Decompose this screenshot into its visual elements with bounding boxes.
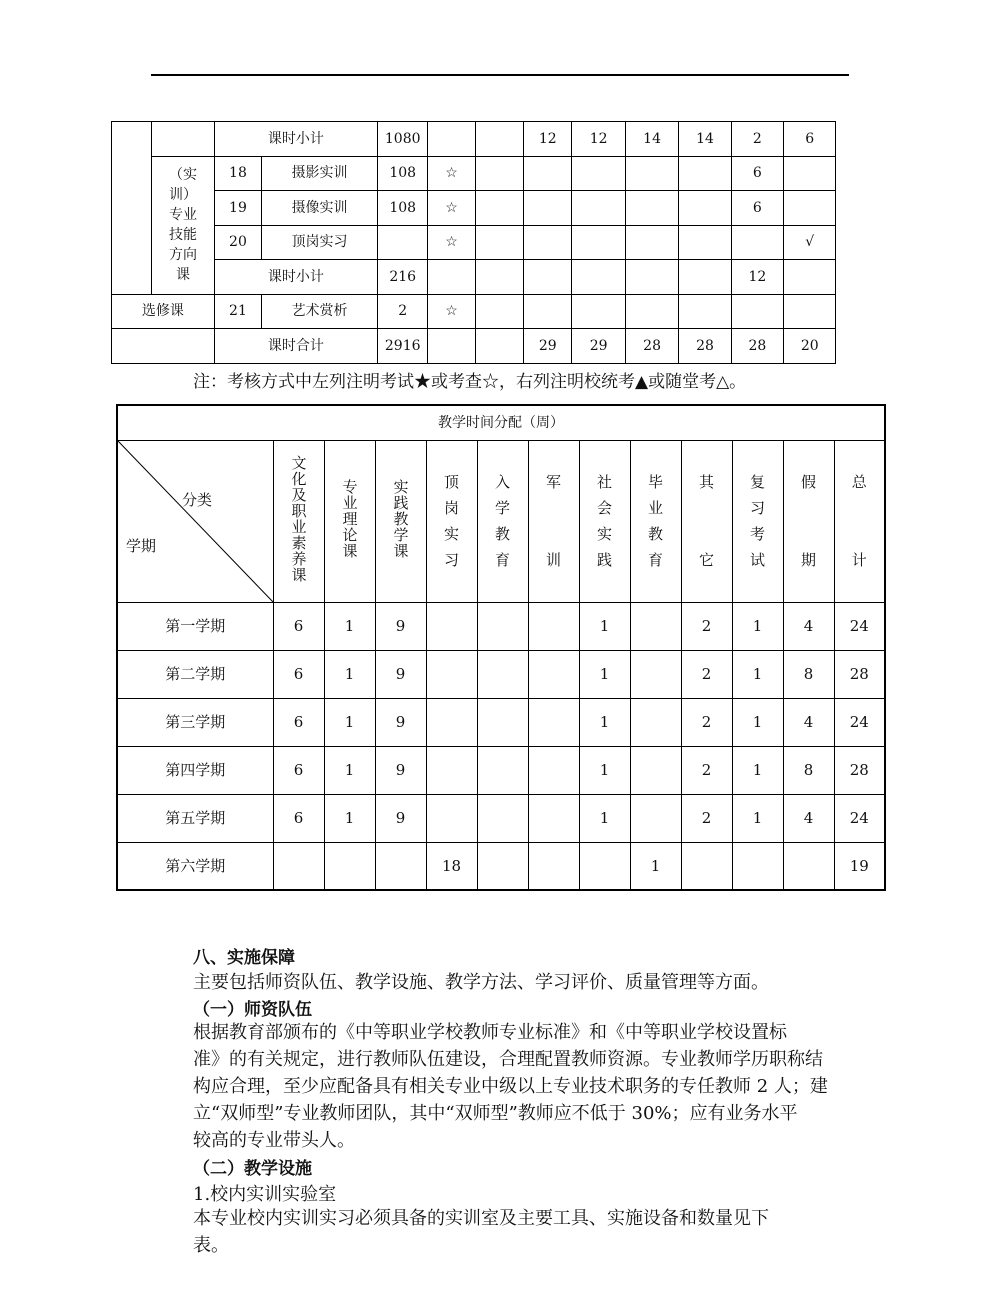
table-row xyxy=(112,260,889,295)
table-cell: 1 xyxy=(579,698,630,746)
term-label: 第一学期 xyxy=(117,602,273,650)
header-char: 训 xyxy=(545,551,561,569)
term-hours xyxy=(475,294,523,329)
term-hours xyxy=(475,260,523,295)
diag-term-label: 学期 xyxy=(126,536,157,555)
column-header-label xyxy=(682,469,732,573)
course-number: 21 xyxy=(214,294,261,329)
assessment-mark xyxy=(428,260,475,295)
term-hours xyxy=(625,225,678,260)
subsection-title-facilities: （二）教学设施 xyxy=(193,1159,312,1179)
course-number: 19 xyxy=(214,191,261,226)
term-hours: 6 xyxy=(731,156,783,191)
paragraph-line: 本专业校内实训实习必须具备的实训室及主要工具、实施设备和数量见下 xyxy=(193,1208,769,1229)
header-char: 实 xyxy=(443,525,459,543)
diagonal-header-cell xyxy=(117,440,273,602)
header-char: 习 xyxy=(443,551,459,569)
term-hours xyxy=(572,225,625,260)
table-cell xyxy=(426,794,477,842)
table-cell: 1 xyxy=(579,746,630,794)
inner-group-cell xyxy=(152,122,214,157)
term-hours xyxy=(625,191,678,226)
term-hours: 6 xyxy=(731,191,783,226)
header-char: 习 xyxy=(749,499,765,517)
term-hours xyxy=(524,260,572,295)
table-cell xyxy=(426,698,477,746)
column-header xyxy=(324,440,375,602)
group-cell: 选修课 xyxy=(112,294,215,329)
term-hours xyxy=(679,225,731,260)
paragraph-line: 较高的专业带头人。 xyxy=(193,1130,355,1151)
column-header xyxy=(834,440,885,602)
column-header-label xyxy=(784,469,834,573)
term-hours xyxy=(572,260,625,295)
term-hours xyxy=(625,260,678,295)
term-hours: 14 xyxy=(679,122,731,157)
term-label: 第四学期 xyxy=(117,746,273,794)
term-hours: 12 xyxy=(524,122,572,157)
column-header-label: 实践教学课 xyxy=(391,478,410,559)
course-hours-table xyxy=(111,121,889,364)
header-char: 毕 xyxy=(647,473,663,491)
table-cell: 2 xyxy=(681,698,732,746)
column-header-label xyxy=(631,469,681,573)
table-row xyxy=(112,122,889,157)
table-cell: 28 xyxy=(834,746,885,794)
group-label-part: 专业 xyxy=(169,207,198,223)
table-cell: 6 xyxy=(273,746,324,794)
term-hours xyxy=(731,225,783,260)
table-cell: 9 xyxy=(375,698,426,746)
table-row xyxy=(117,698,885,746)
diag-category-label: 分类 xyxy=(182,490,213,509)
table-row xyxy=(112,294,889,329)
table-cell: 24 xyxy=(834,602,885,650)
paragraph-line: 构应合理，至少应配备具有相关专业中级以上专业技术职务的专任教师 2 人；建 xyxy=(193,1076,828,1097)
group-label-part: （实 xyxy=(169,167,198,183)
table-cell xyxy=(426,650,477,698)
teaching-time-table xyxy=(116,404,886,891)
header-char: 社 xyxy=(596,473,612,491)
header-char: 育 xyxy=(494,551,510,569)
term-label: 第六学期 xyxy=(117,842,273,890)
table-cell xyxy=(426,602,477,650)
assessment-note: 注：考核方式中左列注明考试★或考查☆，右列注明校统考▲或随堂考△。 xyxy=(193,372,747,392)
table-cell: 8 xyxy=(783,650,834,698)
column-header-label xyxy=(478,469,528,573)
table-cell xyxy=(630,698,681,746)
column-header xyxy=(375,440,426,602)
term-hours xyxy=(475,122,523,157)
course-number: 20 xyxy=(214,225,261,260)
table-cell xyxy=(477,650,528,698)
header-char: 军 xyxy=(545,473,561,491)
term-hours: √ xyxy=(784,225,836,260)
term-hours xyxy=(572,156,625,191)
assessment-mark: ☆ xyxy=(428,191,475,226)
table-row xyxy=(117,794,885,842)
header-char: 践 xyxy=(596,551,612,569)
header-char: 教 xyxy=(494,525,510,543)
assessment-mark xyxy=(428,329,475,364)
term-hours xyxy=(572,191,625,226)
term-label: 第三学期 xyxy=(117,698,273,746)
table-cell: 6 xyxy=(273,794,324,842)
group-cell-vertical xyxy=(152,156,214,294)
subtotal-label: 课时小计 xyxy=(214,122,377,157)
header-char: 考 xyxy=(749,525,765,543)
header-char: 实 xyxy=(596,525,612,543)
term-hours: 6 xyxy=(784,122,836,157)
column-header xyxy=(273,440,324,602)
table-caption: 教学时间分配（周） xyxy=(117,405,885,440)
term-hours xyxy=(784,191,836,226)
table-cell: 1 xyxy=(732,602,783,650)
term-hours xyxy=(784,294,836,329)
header-char: 假 xyxy=(800,473,816,491)
header-char: 育 xyxy=(647,551,663,569)
term-hours xyxy=(679,260,731,295)
table-row xyxy=(117,602,885,650)
header-char: 顶 xyxy=(443,473,459,491)
header-char: 总 xyxy=(851,473,867,491)
table-cell xyxy=(477,698,528,746)
table-cell xyxy=(477,602,528,650)
term-hours: 20 xyxy=(784,329,836,364)
table-cell: 18 xyxy=(426,842,477,890)
group-label-part: 技能 xyxy=(169,227,198,243)
term-hours: 2 xyxy=(731,122,783,157)
lab-item-title: 1.校内实训实验室 xyxy=(193,1184,337,1205)
table-cell: 2 xyxy=(681,650,732,698)
table-cell xyxy=(324,842,375,890)
table-cell: 2 xyxy=(681,602,732,650)
table-cell: 24 xyxy=(834,698,885,746)
table-cell: 4 xyxy=(783,794,834,842)
term-hours: 28 xyxy=(731,329,783,364)
term-hours xyxy=(524,191,572,226)
column-header-label: 文化及职业素养课 xyxy=(289,454,308,583)
term-hours xyxy=(475,191,523,226)
term-hours xyxy=(475,156,523,191)
subtotal-label: 课时小计 xyxy=(214,260,377,295)
table-row xyxy=(112,225,889,260)
header-char: 复 xyxy=(749,473,765,491)
table-cell: 1 xyxy=(732,794,783,842)
table-cell xyxy=(630,650,681,698)
column-header xyxy=(783,440,834,602)
course-hours: 108 xyxy=(378,156,428,191)
term-hours xyxy=(679,156,731,191)
course-hours: 108 xyxy=(378,191,428,226)
table-cell: 9 xyxy=(375,650,426,698)
table-cell: 8 xyxy=(783,746,834,794)
group-cell xyxy=(112,329,215,364)
term-hours: 12 xyxy=(572,122,625,157)
paragraph-line: 准》的有关规定，进行教师队伍建设，合理配置教师资源。专业教师学历职称结 xyxy=(193,1049,823,1070)
course-name: 顶岗实习 xyxy=(262,225,378,260)
table-cell: 1 xyxy=(324,602,375,650)
course-hours: 1080 xyxy=(378,122,428,157)
column-header xyxy=(426,440,477,602)
course-hours: 216 xyxy=(378,260,428,295)
table-cell: 1 xyxy=(579,794,630,842)
column-header xyxy=(528,440,579,602)
term-hours xyxy=(475,225,523,260)
table-cell: 28 xyxy=(834,650,885,698)
table-cell xyxy=(273,842,324,890)
term-hours xyxy=(524,156,572,191)
header-char: 会 xyxy=(596,499,612,517)
header-char: 计 xyxy=(851,551,867,569)
course-name: 艺术赏析 xyxy=(262,294,378,329)
subtotal-label: 课时合计 xyxy=(214,329,377,364)
column-header xyxy=(477,440,528,602)
table-cell xyxy=(681,842,732,890)
term-hours: 14 xyxy=(625,122,678,157)
table-cell: 9 xyxy=(375,602,426,650)
table-row xyxy=(117,842,885,890)
term-label: 第二学期 xyxy=(117,650,273,698)
term-hours: 29 xyxy=(524,329,572,364)
term-hours xyxy=(524,294,572,329)
table-cell: 4 xyxy=(783,698,834,746)
table-cell xyxy=(528,842,579,890)
table-cell: 6 xyxy=(273,698,324,746)
column-header xyxy=(681,440,732,602)
table-cell: 1 xyxy=(324,650,375,698)
paragraph-line: 根据教育部颁布的《中等职业学校教师专业标准》和《中等职业学校设置标 xyxy=(193,1022,787,1043)
table-cell: 9 xyxy=(375,794,426,842)
diagonal-line xyxy=(118,441,274,603)
faculty-paragraph xyxy=(193,1019,853,1154)
course-hours: 2916 xyxy=(378,329,428,364)
group-label-part: 课 xyxy=(176,267,191,283)
table-cell xyxy=(579,842,630,890)
lab-paragraph xyxy=(193,1205,853,1259)
paragraph-line: 立“双师型”专业教师团队，其中“双师型”教师应不低于 30%；应有业务水平 xyxy=(193,1103,798,1124)
assessment-mark: ☆ xyxy=(428,294,475,329)
header-char: 学 xyxy=(494,499,510,517)
table-cell: 2 xyxy=(681,794,732,842)
term-hours xyxy=(625,156,678,191)
header-char: 试 xyxy=(749,551,765,569)
header-rule xyxy=(151,74,849,76)
header-char: 期 xyxy=(800,551,816,569)
table-cell xyxy=(630,602,681,650)
column-header xyxy=(732,440,783,602)
column-header-label xyxy=(580,469,630,573)
header-char: 入 xyxy=(494,473,510,491)
term-hours xyxy=(679,294,731,329)
table-cell: 4 xyxy=(783,602,834,650)
table-row xyxy=(112,329,889,364)
column-header-label: 专业理论课 xyxy=(340,478,359,559)
table-cell: 6 xyxy=(273,650,324,698)
table-cell xyxy=(528,794,579,842)
table-cell xyxy=(528,746,579,794)
column-header-label xyxy=(733,469,783,573)
table-cell: 1 xyxy=(732,746,783,794)
term-hours xyxy=(572,294,625,329)
table-cell: 1 xyxy=(324,698,375,746)
term-hours: 29 xyxy=(572,329,625,364)
term-hours xyxy=(784,260,836,295)
course-hours xyxy=(378,225,428,260)
paragraph-line: 表。 xyxy=(193,1235,229,1256)
header-char: 岗 xyxy=(443,499,459,517)
table-cell: 2 xyxy=(681,746,732,794)
term-hours xyxy=(679,191,731,226)
group-label-part: 方向 xyxy=(169,247,198,263)
term-hours xyxy=(625,294,678,329)
table-row xyxy=(117,746,885,794)
table-cell xyxy=(477,794,528,842)
table-cell xyxy=(477,842,528,890)
header-char: 它 xyxy=(698,551,714,569)
group-label-part: 训） xyxy=(169,187,198,203)
table-cell xyxy=(528,698,579,746)
term-hours xyxy=(524,225,572,260)
term-hours: 28 xyxy=(679,329,731,364)
table-cell xyxy=(528,650,579,698)
subsection-title-faculty: （一）师资队伍 xyxy=(193,1000,312,1020)
assessment-mark: ☆ xyxy=(428,156,475,191)
term-hours xyxy=(784,156,836,191)
table-cell xyxy=(783,842,834,890)
term-label: 第五学期 xyxy=(117,794,273,842)
column-header xyxy=(579,440,630,602)
table-cell: 1 xyxy=(732,650,783,698)
table-cell: 1 xyxy=(579,602,630,650)
header-char: 业 xyxy=(647,499,663,517)
course-name: 摄影实训 xyxy=(262,156,378,191)
table-cell: 6 xyxy=(273,602,324,650)
table-cell xyxy=(528,602,579,650)
course-name: 摄像实训 xyxy=(262,191,378,226)
table-cell: 1 xyxy=(324,794,375,842)
table-cell: 19 xyxy=(834,842,885,890)
column-header-label xyxy=(529,469,579,573)
table-row xyxy=(117,650,885,698)
assessment-mark xyxy=(428,122,475,157)
table-row xyxy=(112,191,889,226)
table-row xyxy=(112,156,889,191)
header-char: 教 xyxy=(647,525,663,543)
table-cell: 1 xyxy=(579,650,630,698)
term-hours: 12 xyxy=(731,260,783,295)
table-cell xyxy=(426,746,477,794)
header-char: 其 xyxy=(698,473,714,491)
term-hours: 28 xyxy=(625,329,678,364)
column-header-label xyxy=(835,469,885,573)
section-title: 八、实施保障 xyxy=(193,948,295,968)
course-number: 18 xyxy=(214,156,261,191)
table-cell xyxy=(630,746,681,794)
term-hours xyxy=(731,294,783,329)
term-hours xyxy=(475,329,523,364)
table-cell: 9 xyxy=(375,746,426,794)
table-cell: 1 xyxy=(324,746,375,794)
outer-group-cell xyxy=(112,122,152,295)
table-cell xyxy=(477,746,528,794)
table-cell xyxy=(375,842,426,890)
assessment-mark: ☆ xyxy=(428,225,475,260)
table-cell: 1 xyxy=(630,842,681,890)
table-cell xyxy=(630,794,681,842)
column-header-label xyxy=(427,469,477,573)
course-hours: 2 xyxy=(378,294,428,329)
table-cell xyxy=(732,842,783,890)
column-header xyxy=(630,440,681,602)
section-intro: 主要包括师资队伍、教学设施、教学方法、学习评价、质量管理等方面。 xyxy=(193,972,769,993)
table-cell: 24 xyxy=(834,794,885,842)
table-cell: 1 xyxy=(732,698,783,746)
